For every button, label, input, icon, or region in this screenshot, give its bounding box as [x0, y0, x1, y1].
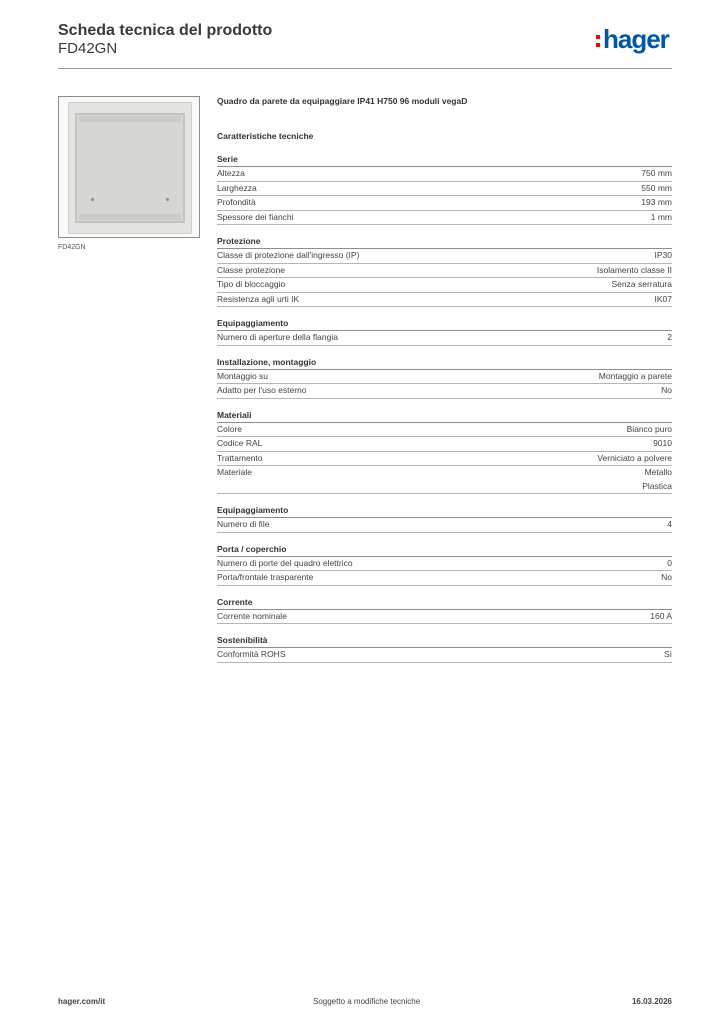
- spec-label: Materiale: [217, 467, 252, 477]
- spec-label: Codice RAL: [217, 438, 263, 448]
- image-caption: FD42GN: [58, 244, 86, 251]
- page-header: [58, 22, 272, 58]
- spec-label: Altezza: [217, 168, 245, 178]
- spec-label: Resistenza agli urti IK: [217, 293, 300, 304]
- spec-value: 160 A: [650, 610, 672, 621]
- section-title: Equipaggiamento: [217, 504, 672, 518]
- spec-section: [217, 543, 672, 586]
- spec-value: 0: [667, 557, 672, 568]
- spec-row: [217, 571, 672, 586]
- section-title: Equipaggiamento: [217, 317, 672, 331]
- spec-label: Montaggio su: [217, 370, 269, 381]
- spec-label: Trattamento: [217, 452, 263, 463]
- spec-row: [217, 557, 672, 572]
- section-title: Installazione, montaggio: [217, 356, 672, 370]
- cabinet-top-rail: [79, 116, 181, 122]
- spec-row: [217, 167, 672, 182]
- spec-value: 4: [667, 519, 672, 529]
- footer-date: 16.03.2026: [631, 997, 672, 1006]
- spec-label: Colore: [217, 423, 243, 434]
- spec-value: Senza serratura: [611, 279, 672, 289]
- section-title: Porta / coperchio: [217, 543, 672, 557]
- spec-value: No: [661, 385, 672, 395]
- spec-label: Numero di aperture della flangia: [217, 332, 338, 342]
- spec-row: [217, 437, 672, 452]
- spec-value: 9010: [653, 438, 672, 448]
- spec-value: 1 mm: [650, 211, 672, 222]
- spec-value: IP30: [654, 250, 672, 260]
- spec-content: [217, 94, 672, 663]
- spec-label: Profondità: [217, 197, 256, 207]
- section-title: Protezione: [217, 235, 672, 249]
- spec-label: Corrente nominale: [217, 610, 287, 621]
- spec-row: [217, 264, 672, 279]
- spec-section: [217, 409, 672, 495]
- product-title: Quadro da parete da equipaggiare IP41 H750 96 moduli vegaD: [217, 96, 468, 106]
- spec-label: Conformità ROHS: [217, 649, 286, 659]
- spec-section: [217, 356, 672, 399]
- spec-label: Tipo di bloccaggio: [217, 279, 286, 289]
- spec-value: 193 mm: [641, 197, 672, 207]
- spec-label: Porta/frontale trasparente: [217, 572, 314, 582]
- spec-row: [217, 466, 672, 494]
- section-title: Serie: [217, 153, 672, 167]
- spec-value: Verniciato a polvere: [597, 452, 672, 463]
- spec-value: 550 mm: [641, 182, 672, 193]
- spec-row: [217, 278, 672, 293]
- spec-section: [217, 153, 672, 225]
- product-image: [58, 96, 200, 238]
- spec-row: [217, 648, 672, 663]
- spec-value: Metallo Plastica: [642, 467, 672, 491]
- header-divider: [58, 68, 672, 69]
- hager-logo[interactable]: [596, 24, 669, 54]
- logo-dots-icon: [596, 32, 601, 50]
- spec-value: Isolamento classe II: [596, 264, 672, 275]
- spec-value: 2: [667, 332, 672, 342]
- spec-section: [217, 235, 672, 307]
- product-code: FD42GN: [58, 40, 118, 57]
- spec-value: Bianco puro: [626, 423, 672, 434]
- spec-row: [217, 182, 672, 197]
- spec-row: [217, 293, 672, 308]
- footer-note: Soggetto a modifiche tecniche: [313, 997, 421, 1006]
- spec-label: Spessore dei fianchi: [217, 211, 294, 222]
- spec-row: [217, 610, 672, 625]
- spec-section: [217, 504, 672, 533]
- section-title: Sostenibilità: [217, 634, 672, 648]
- spec-row: [217, 452, 672, 467]
- spec-label: Classe protezione: [217, 264, 286, 275]
- spec-section: [217, 596, 672, 625]
- spec-row: [217, 423, 672, 438]
- page-title: Scheda tecnica del prodotto: [58, 22, 273, 39]
- spec-row: [217, 196, 672, 211]
- spec-value: 750 mm: [641, 168, 672, 178]
- spec-section: [217, 634, 672, 663]
- screw-icon: [91, 198, 94, 201]
- screw-icon: [166, 198, 169, 201]
- spec-value: Montaggio a parete: [598, 370, 672, 381]
- spec-section: [217, 317, 672, 346]
- spec-label: Larghezza: [217, 182, 257, 193]
- cabinet-bottom-rail: [79, 214, 181, 220]
- spec-row: [217, 211, 672, 226]
- cabinet-illustration: [68, 102, 192, 234]
- spec-value: Sì: [663, 649, 672, 659]
- spec-row: [217, 249, 672, 264]
- spec-row: [217, 370, 672, 385]
- characteristics-title: Caratteristiche tecniche: [217, 131, 314, 141]
- cabinet-panel: [75, 113, 185, 223]
- spec-value: No: [661, 572, 672, 582]
- footer-website-link[interactable]: hager.com/it: [58, 997, 106, 1006]
- spec-sections: [217, 153, 672, 663]
- spec-label: Numero di porte del quadro elettrico: [217, 557, 353, 568]
- logo-text: hager: [603, 24, 669, 54]
- spec-row: [217, 331, 672, 346]
- section-title: Corrente: [217, 596, 672, 610]
- spec-value: IK07: [654, 293, 672, 304]
- section-title: Materiali: [217, 409, 672, 423]
- spec-label: Numero di file: [217, 519, 270, 529]
- spec-label: Classe di protezione dall'ingresso (IP): [217, 250, 360, 260]
- spec-label: Adatto per l'uso esterno: [217, 385, 307, 395]
- spec-row: [217, 384, 672, 399]
- spec-row: [217, 518, 672, 533]
